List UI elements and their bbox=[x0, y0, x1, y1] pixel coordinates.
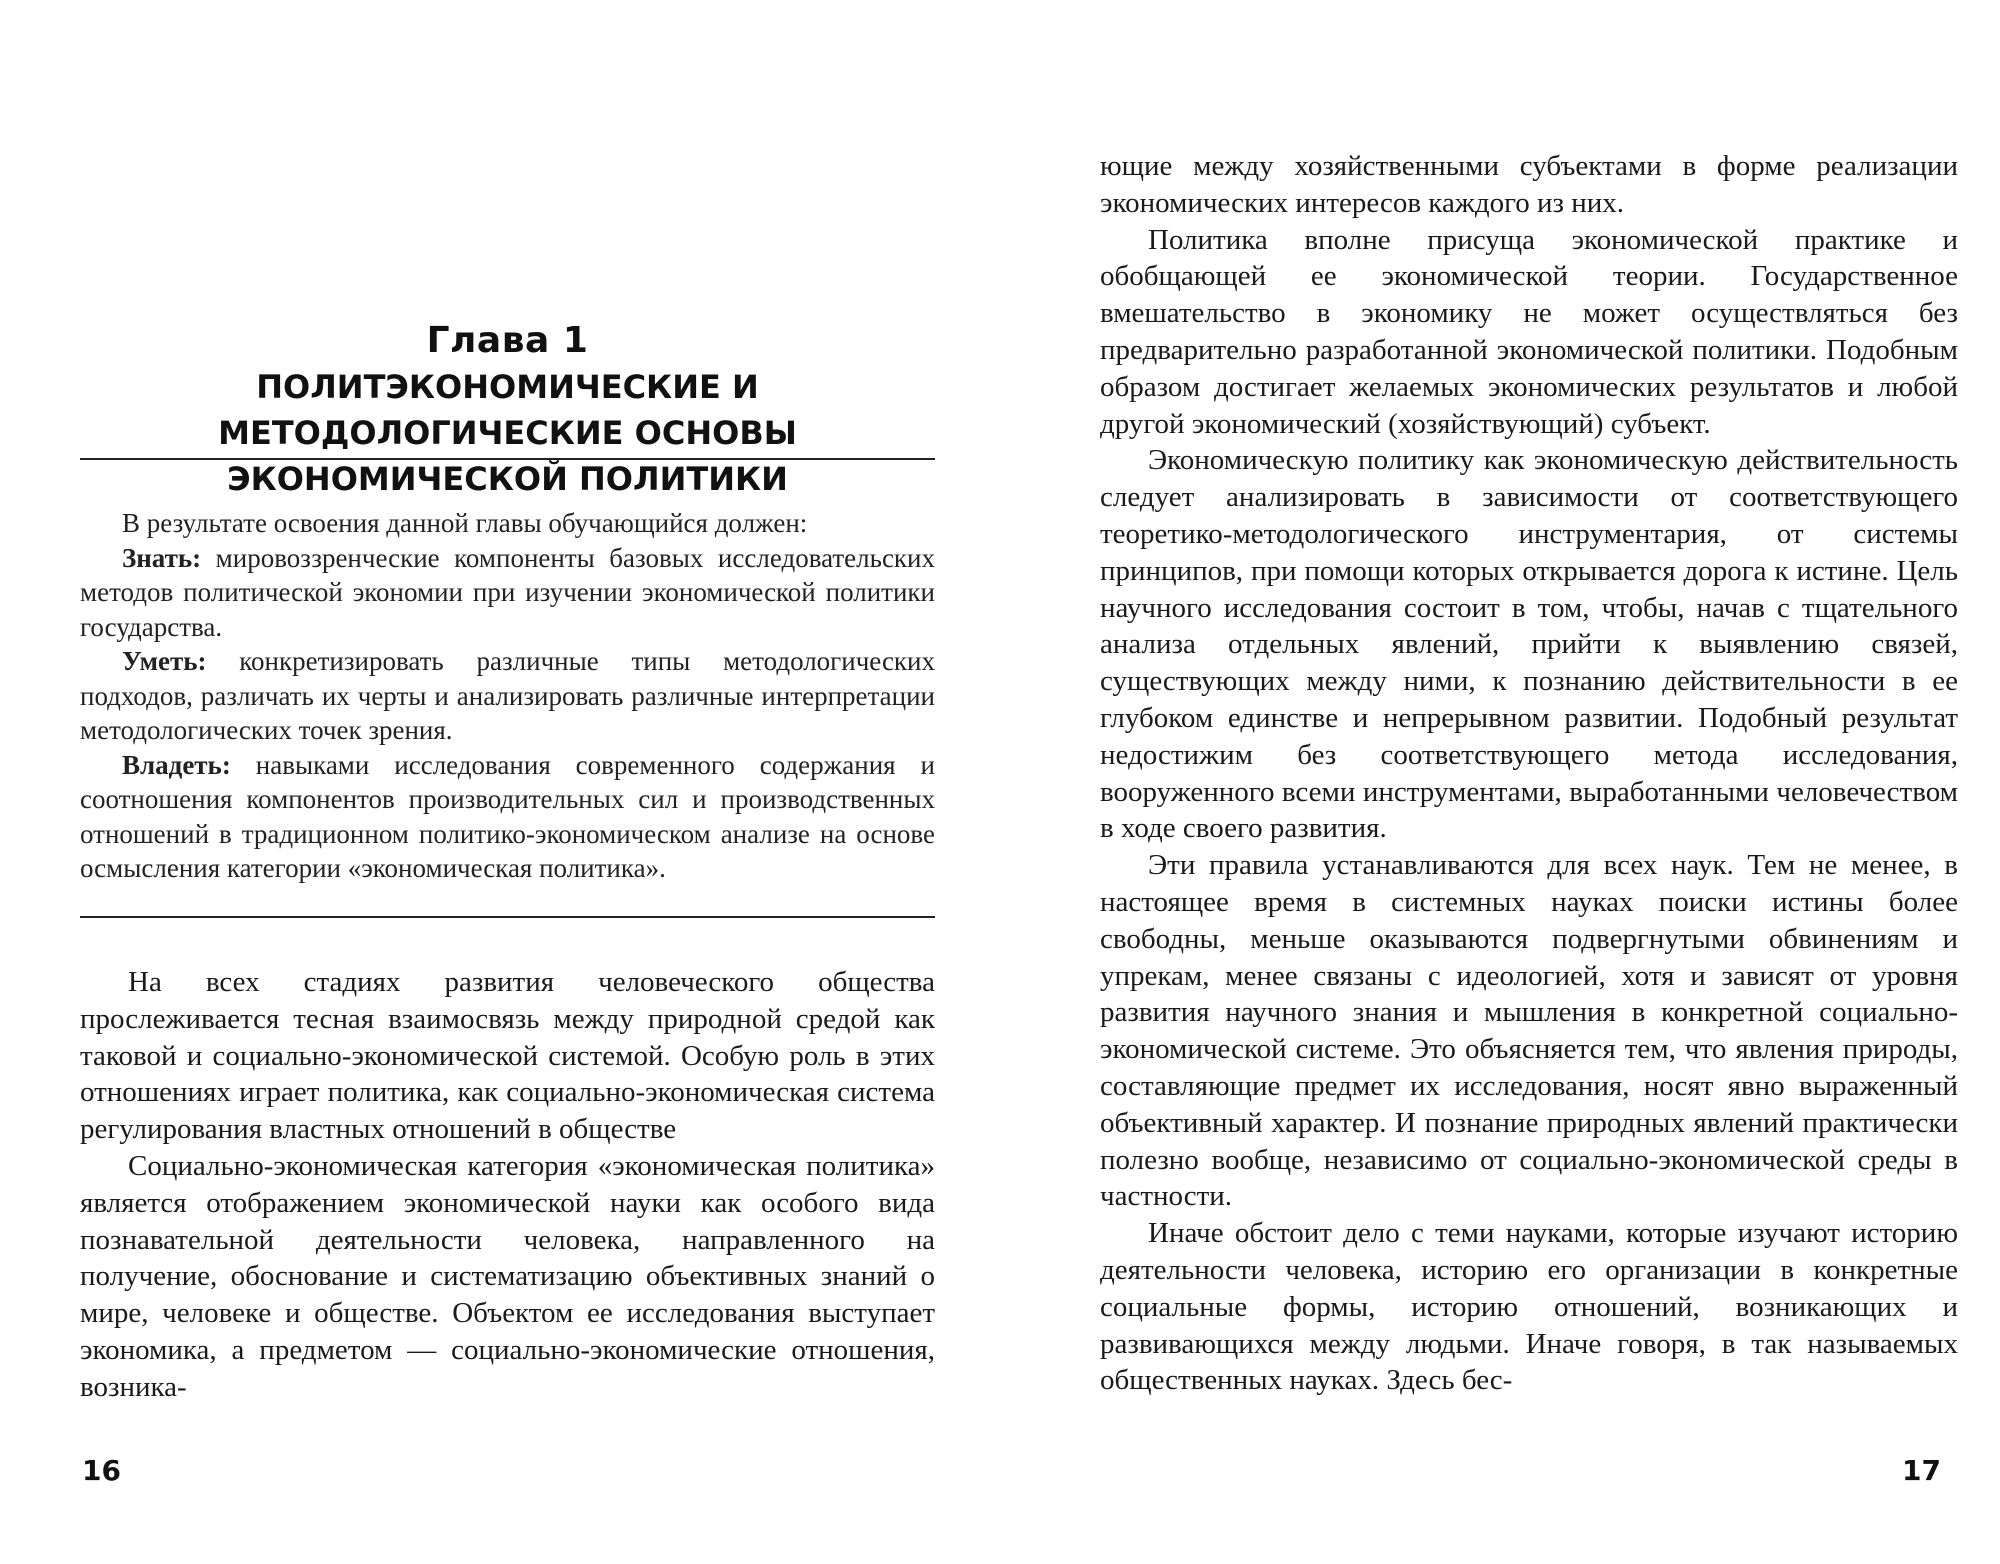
know-text: мировоззренческие компоненты базовых исследовательских методов политической экономии при изучении экономической политики государства. bbox=[80, 542, 935, 642]
chapter-heading bbox=[80, 318, 935, 502]
chapter-title-line-2: ЭКОНОМИЧЕСКОЙ ПОЛИТИКИ bbox=[227, 460, 788, 498]
objective-master bbox=[80, 748, 935, 886]
paragraph: Эти правила устанавливаются для всех наук. Тем не менее, в настоящее время в системных науках поиски истины более свободны, меньше оказываются подвергнутыми обвинениям и упрекам, менее связаны с идеологией, хотя и зависят от уровня развития научного знания и мышления в конкретной социально-экономической системе. Это объясняется тем, что явления природы, составляющие предмет их исследования, носят явно выраженный объективный характер. И познание природных явлений практически полезно вообще, независимо от социально-экономической среды в частности. bbox=[1100, 849, 1958, 1213]
chapter-title-line-1: ПОЛИТЭКОНОМИЧЕСКИЕ И МЕТОДОЛОГИЧЕСКИЕ ОСНОВЫ bbox=[218, 368, 797, 452]
can-text: конкретизировать различные типы методологических подходов, различать их черты и анализировать различные интерпретации методологических точек зрения. bbox=[80, 646, 935, 745]
left-body-text bbox=[80, 964, 935, 1406]
learning-objectives bbox=[80, 506, 935, 886]
paragraph: Социально-экономическая категория «экономическая политика» является отображением экономической науки как особого вида познавательной деятельности человека, направленного на получение, обоснование и систематизацию объективных знаний о мире, человеке и обществе. Объектом ее исследования выступает экономика, а предметом — социально-экономические отношения, возника- bbox=[80, 1149, 935, 1403]
right-body-text bbox=[1100, 148, 1958, 1399]
objectives-intro: В результате освоения данной главы обучающийся должен: bbox=[122, 508, 808, 538]
objective-can bbox=[80, 644, 935, 748]
paragraph: Экономическую политику как экономическую действительность следует анализировать в зависимости от соответствующего теоретико-методологического инструментария, от системы принципов, при помощи которых открывается дорога к истине. Цель научного исследования состоит в том, чтобы, начав с тщательного анализа отдельных явлений, прийти к выявлению связей, существующих между ними, к познанию действительности в ее глубоком единстве и непрерывном развитии. Подобный результат недостижим без соответствующего метода исследования, вооруженного всеми инструментами, выработанными человечеством в ходе своего развития. bbox=[1100, 444, 1958, 845]
paragraph: Иначе обстоит дело с теми науками, которые изучают историю деятельности человека, историю его организации в конкретные социальные формы, историю отношений, возникающих и развивающихся между людьми. Иначе говоря, в так называемых общественных науках. Здесь бес- bbox=[1100, 1217, 1958, 1397]
right-page bbox=[1000, 0, 2000, 1564]
can-label: Уметь: bbox=[122, 646, 207, 676]
chapter-number: Глава 1 bbox=[426, 320, 589, 361]
paragraph: Политика вполне присуща экономической практике и обобщающей ее экономической теории. Государственное вмешательство в экономику не может осуществляться без предварительно разработанной экономической политики. Подобным образом достигает желаемых экономических результатов и любой другой экономический (хозяйствующий) субъект. bbox=[1100, 223, 1958, 440]
paragraph-continuation: ющие между хозяйственными субъектами в форме реализации экономических интересов каждого из них. bbox=[1100, 150, 1958, 219]
page-number-right: 17 bbox=[1902, 1454, 1941, 1487]
know-label: Знать: bbox=[122, 542, 202, 573]
master-text: навыками исследования современного содержания и соотношения компонентов производительных сил и производственных отношений в традиционном политико-экономическом анализе на основе осмысления категории «экономическая политика». bbox=[80, 749, 935, 883]
top-divider bbox=[80, 458, 935, 460]
objective-know bbox=[80, 541, 935, 645]
page-number-left: 16 bbox=[82, 1454, 121, 1487]
paragraph: На всех стадиях развития человеческого общества прослеживается тесная взаимосвязь между природной средой как таковой и социально-экономической системой. Особую роль в этих отношениях играет политика, как социально-экономическая система регулирования властных отношений в обществе bbox=[80, 966, 935, 1146]
master-label: Владеть: bbox=[122, 749, 231, 780]
bottom-divider bbox=[80, 916, 935, 918]
